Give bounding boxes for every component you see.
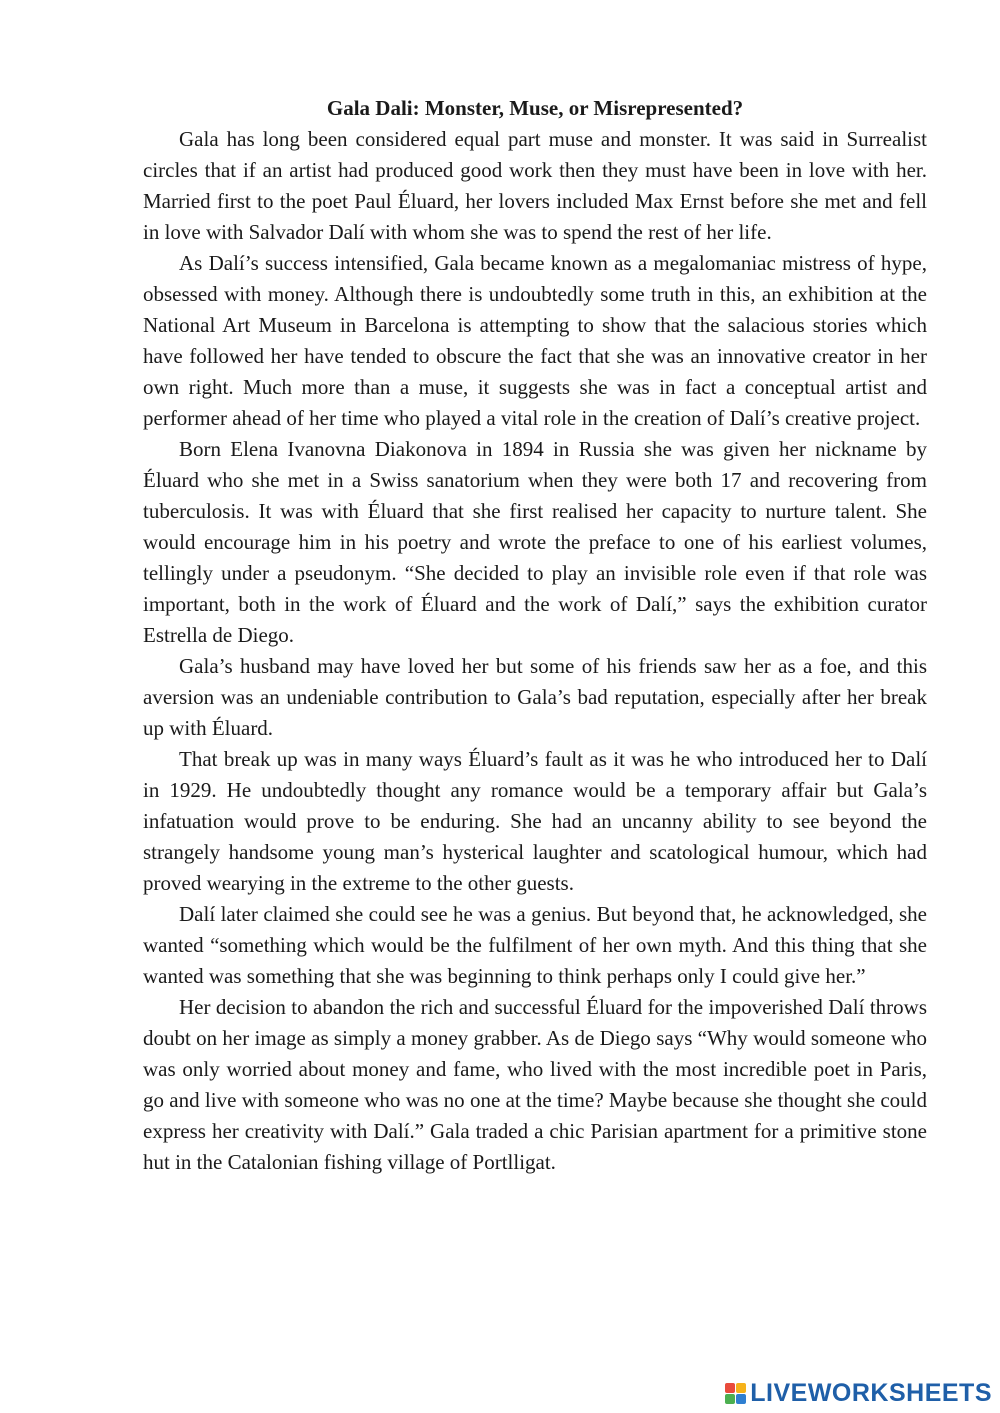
liveworksheets-logo-text: LIVEWORKSHEETS bbox=[750, 1379, 992, 1407]
liveworksheets-logo[interactable] bbox=[725, 1379, 992, 1408]
logo-square bbox=[725, 1383, 735, 1393]
logo-square bbox=[725, 1394, 735, 1404]
logo-square bbox=[736, 1383, 746, 1393]
document-title: Gala Dali: Monster, Muse, or Misrepresented? bbox=[326, 96, 744, 120]
paragraph: Born Elena Ivanovna Diakonova in 1894 in Russia she was given her nickname by Éluard who she met in a Swiss sanatorium when they were both 17 and recovering from tuberculosis. It was with Éluard that she first realised her capacity to nurture talent. She would encourage him in his poetry and wrote the preface to one of his earliest volumes, tellingly under a pseudonym. “She decided to play an invisible role even if that role was important, both in the work of Éluard and the work of Dalí,” says the exhibition curator Estrella de Diego. bbox=[143, 437, 927, 647]
paragraph: As Dalí’s success intensified, Gala became known as a megalomaniac mistress of hype, obsessed with money. Although there is undoubtedly some truth in this, an exhibition at the National Art Museum in Barcelona is attempting to show that the salacious stories which have followed her have tended to obscure the fact that she was an innovative creator in her own right. Much more than a muse, it suggests she was in fact a conceptual artist and performer ahead of her time who played a vital role in the creation of Dalí’s creative project. bbox=[143, 251, 927, 430]
paragraph: Dalí later claimed she could see he was a genius. But beyond that, he acknowledged, she wanted “something which would be the fulfilment of her own myth. And this thing that she wanted was something that she was beginning to think perhaps only I could give her.” bbox=[143, 902, 927, 988]
liveworksheets-logo-icon bbox=[725, 1383, 746, 1404]
paragraph: Her decision to abandon the rich and successful Éluard for the impoverished Dalí throws doubt on her image as simply a money grabber. As de Diego says “Why would someone who was only worried about money and fame, who lived with the most incredible poet in Paris, go and live with someone who was no one at the time? Maybe because she thought she could express her creativity with Dalí.” Gala traded a chic Parisian apartment for a primitive stone hut in the Catalonian fishing village of Portlligat. bbox=[143, 995, 927, 1174]
paragraph: Gala has long been considered equal part muse and monster. It was said in Surrealist circles that if an artist had produced good work then they must have been in love with her. Married first to the poet Paul Éluard, her lovers included Max Ernst before she met and fell in love with Salvador Dalí with whom she was to spend the rest of her life. bbox=[143, 127, 927, 244]
document-page bbox=[143, 93, 927, 1178]
paragraph: That break up was in many ways Éluard’s fault as it was he who introduced her to Dalí in 1929. He undoubtedly thought any romance would be a temporary affair but Gala’s infatuation would prove to be enduring. She had an uncanny ability to see beyond the strangely handsome young man’s hysterical laughter and scatological humour, which had proved wearying in the extreme to the other guests. bbox=[143, 747, 927, 895]
logo-square bbox=[736, 1394, 746, 1404]
paragraph: Gala’s husband may have loved her but some of his friends saw her as a foe, and this aversion was an undeniable contribution to Gala’s bad reputation, especially after her break up with Éluard. bbox=[143, 654, 927, 740]
